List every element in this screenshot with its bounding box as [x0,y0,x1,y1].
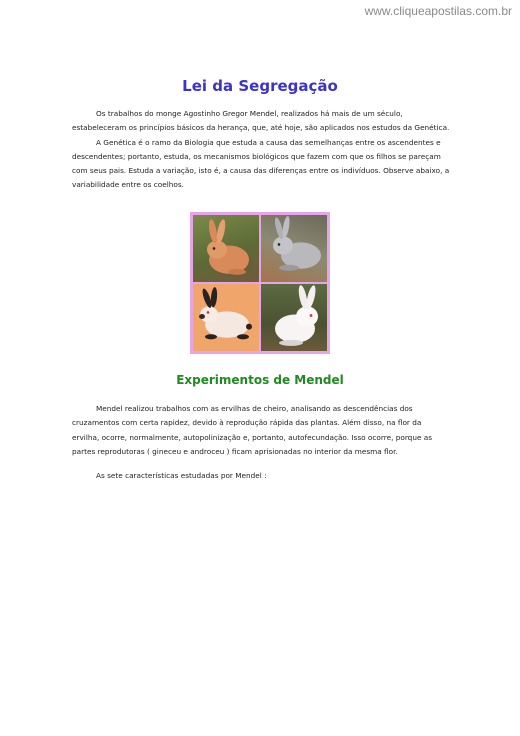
site-url: www.cliqueapostilas.com.br [364,4,512,18]
list-intro: As sete características estudadas por Mendel : [96,471,267,480]
section-title: Experimentos de Mendel [176,373,344,387]
page-title: Lei da Segregação [182,77,338,95]
mendel-text [72,402,450,459]
seven-characteristics-text [72,469,450,483]
white-rabbit-photo [261,284,327,351]
mendel-paragraph: Mendel realizou trabalhos com as ervilhas de cheiro, analisando as descendências dos cruzamentos com certa rapidez, devido à reprodução rápida das plantas. Além disso, na flor da ervilha, ocorre, normalmente, autopolinização e, portanto, autofecundação. Isso ocorre, porque as partes reprodutoras ( gineceu e androceu ) ficam aprisionadas no interior da mesma flor. [72,404,433,456]
intro-paragraph: A Genética é o ramo da Biologia que estuda a causa das semelhanças entre os ascendentes e descendentes; portanto, estuda, os mecanismos biológicos que fazem com que os filhos se pareçam com seus pais. Estuda a variação, isto é, a causa das diferenças entre os indivíduos. Observe abaixo, a variabilidade entre os coelhos. [72,137,450,190]
gray-rabbit-photo [261,215,327,282]
brown-rabbit-photo [193,215,259,282]
rabbit-variation-figure [190,212,330,354]
intro-paragraph: Os trabalhos do monge Agostinho Gregor Mendel, realizados há mais de um século, estabeleceram os princípios básicos da herança, que, até hoje, são aplicados nos estudos da Genética. [72,109,450,133]
intro-text [72,107,450,193]
himalayan-rabbit-photo [193,284,259,351]
